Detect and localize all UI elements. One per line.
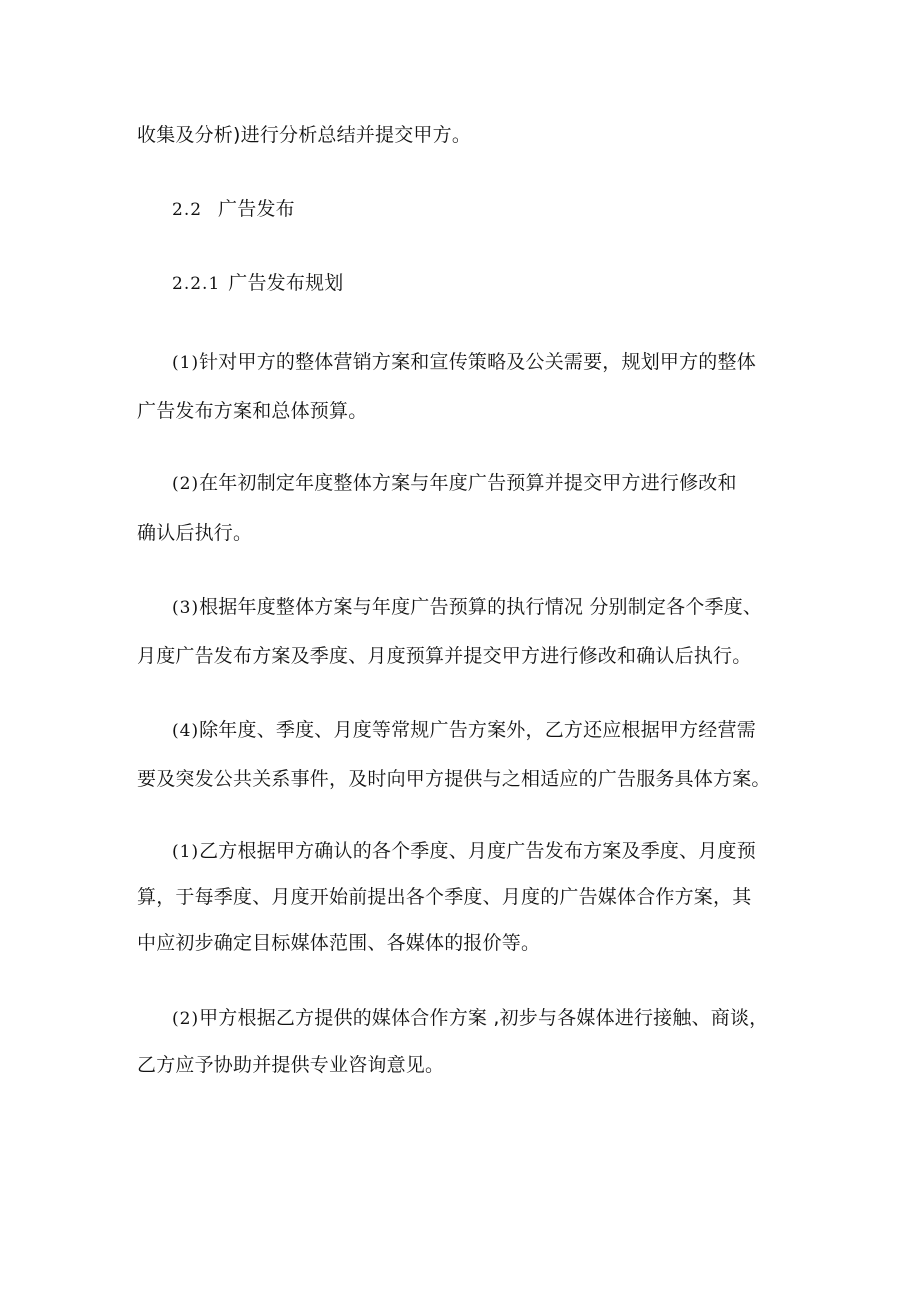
paragraph-line: 中应初步确定目标媒体范围、各媒体的报价等。 (137, 932, 541, 954)
paragraph-line: 算，于每季度、月度开始前提出各个季度、月度的广告媒体合作方案，其 (137, 886, 752, 908)
paragraph-text: 甲方根据乙方提供的媒体合作方案 ,初步与各媒体进行接触、商谈， (199, 1007, 769, 1029)
list-marker: (3) (172, 598, 200, 618)
paragraph-line: 要及突发公共关系事件，及时向甲方提供与之相适应的广告服务具体方案。 (137, 768, 771, 790)
paragraph-line (172, 349, 756, 376)
paragraph-text: 针对甲方的整体营销方案和宣传策略及公关需要，规划甲方的整体 (199, 351, 756, 373)
paragraph-line (172, 1005, 768, 1032)
list-marker: (2) (172, 1009, 200, 1029)
section-number: 2.2 (172, 200, 203, 220)
paragraph-line: 广告发布方案和总体预算。 (137, 400, 368, 422)
paragraph-line (172, 838, 756, 865)
list-marker: (4) (172, 721, 200, 741)
section-heading-2-2 (172, 196, 295, 223)
list-marker: (1) (172, 353, 200, 373)
paragraph-line (172, 470, 737, 497)
paragraph-line: 确认后执行。 (137, 522, 253, 544)
paragraph-line: 月度广告发布方案及季度、月度预算并提交甲方进行修改和确认后执行。 (137, 645, 752, 667)
paragraph-text: 除年度、季度、月度等常规广告方案外，乙方还应根据甲方经营需 (199, 719, 756, 741)
paragraph-text: 乙方根据甲方确认的各个季度、月度广告发布方案及季度、月度预 (199, 840, 756, 862)
paragraph-line: 乙方应予协助并提供专业咨询意见。 (137, 1054, 445, 1076)
list-marker: (2) (172, 474, 200, 494)
section-heading-2-2-1 (172, 270, 343, 297)
paragraph-line (172, 594, 762, 621)
section-title: 广告发布 (218, 198, 295, 220)
paragraph-text: 根据年度整体方案与年度广告预算的执行情况 分别制定各个季度、 (199, 596, 763, 618)
paragraph-line (172, 717, 756, 744)
section-title: 广告发布规划 (228, 272, 344, 294)
paragraph-text: 在年初制定年度整体方案与年度广告预算并提交甲方进行修改和 (199, 472, 737, 494)
list-marker: (1) (172, 842, 200, 862)
body-text-line: 收集及分析)进行分析总结并提交甲方。 (137, 124, 472, 146)
section-number: 2.2.1 (172, 274, 221, 294)
